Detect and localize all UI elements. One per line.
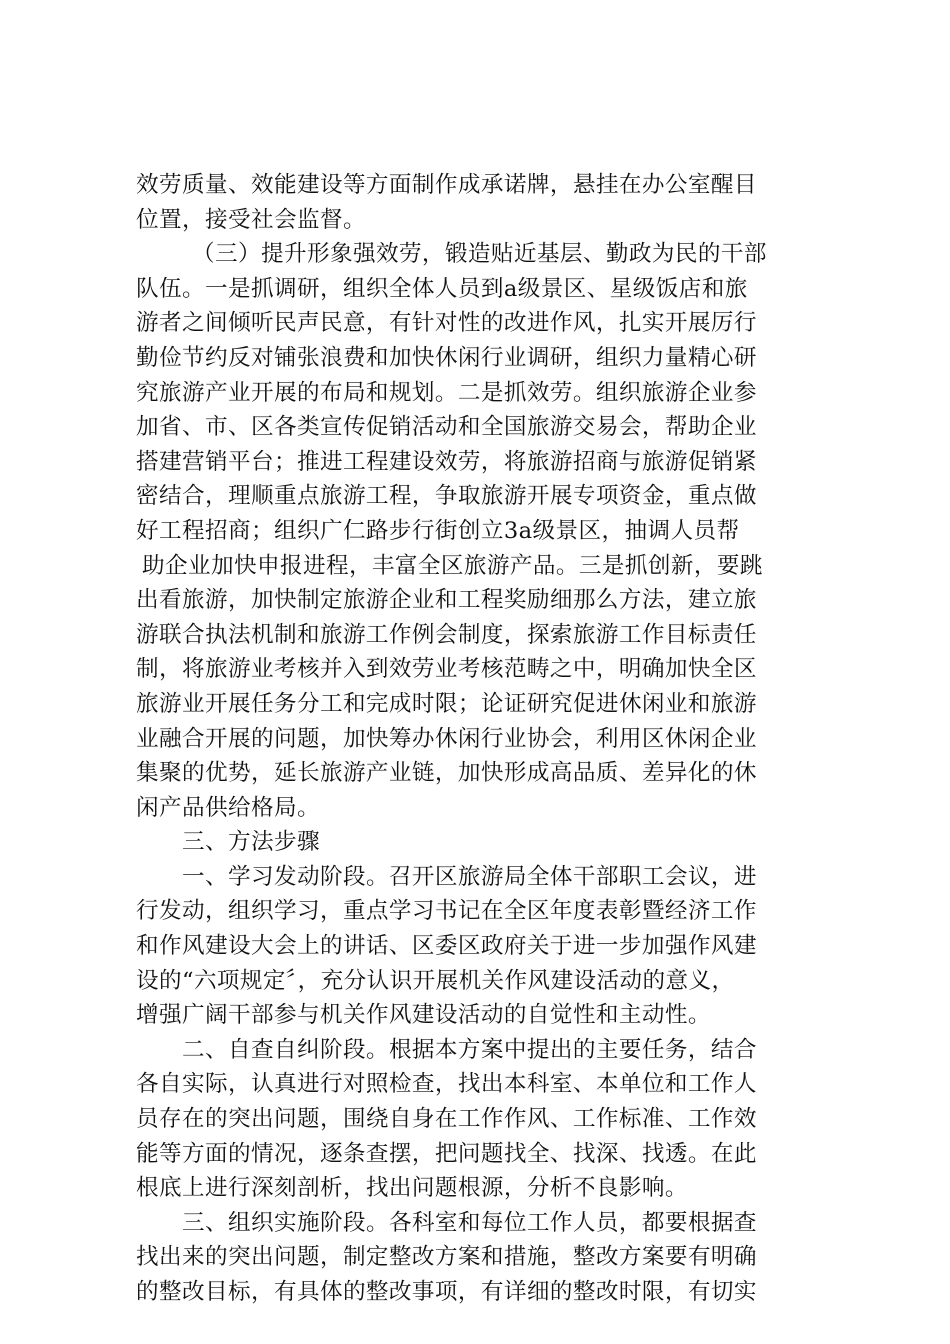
text-line: 的整改目标，有具体的整改事项，有详细的整改时限，有切实 <box>136 1279 757 1305</box>
text-line: 业融合开展的问题，加快筹办休闲行业协会，利用区休闲企业 <box>136 725 757 752</box>
text-line: 旅游业开展任务分工和完成时限；论证研究促进休闲业和旅游 <box>136 690 757 717</box>
text-line: 增强广阔干部参与机关作风建设活动的自觉性和主动性。 <box>136 1002 711 1029</box>
text-line: 能等方面的情况，逐条查摆，把问题找全、找深、找透。在此 <box>136 1140 757 1167</box>
text-line: 行发动，组织学习，重点学习书记在全区年度表彰暨经济工作 <box>136 898 757 925</box>
text-line: 效劳质量、效能建设等方面制作成承诺牌，悬挂在办公室醒目 <box>136 172 757 198</box>
text-line: 集聚的优势，延长旅游产业链，加快形成高品质、差异化的休 <box>136 760 757 787</box>
text-line: 闲产品供给格局。 <box>136 794 320 821</box>
text-line: 员存在的突出问题，围绕自身在工作作风、工作标准、工作效 <box>136 1106 757 1133</box>
text-line: 和作风建设大会上的讲话、区委区政府关于进一步加强作风建 <box>136 933 757 960</box>
text-line: 找出来的突出问题，制定整改方案和措施，整改方案要有明确 <box>136 1244 757 1271</box>
text-line: 密结合，理顺重点旅游工程，争取旅游开展专项资金，重点做 <box>136 483 757 510</box>
text-line: 制，将旅游业考核并入到效劳业考核范畴之中，明确加快全区 <box>136 656 757 683</box>
text-line: 好工程招商；组织广仁路步行街创立3a级景区，抽调人员帮 <box>136 517 740 544</box>
text-line: 究旅游产业开展的布局和规划。二是抓效劳。组织旅游企业参 <box>136 379 757 406</box>
text-line: 位置，接受社会监督。 <box>136 206 366 233</box>
text-line: 加省、市、区各类宣传促销活动和全国旅游交易会，帮助企业 <box>136 414 757 441</box>
text-line: 根底上进行深刻剖析，找出问题根源，分析不良影响。 <box>136 1175 688 1202</box>
text-line: 勤俭节约反对铺张浪费和加快休闲行业调研，组织力量精心研 <box>136 344 757 371</box>
text-line: 游者之间倾听民声民意，有针对性的改进作风，扎实开展厉行 <box>136 310 757 337</box>
section-heading: 三、方法步骤 <box>182 829 320 856</box>
text-line: 游联合执法机制和旅游工作例会制度，探索旅游工作目标责任 <box>136 621 757 648</box>
text-line: 搭建营销平台；推进工程建设效劳，将旅游招商与旅游促销紧 <box>136 448 757 475</box>
text-line: （三）提升形象强效劳，锻造贴近基层、勤政为民的干部 <box>192 241 767 268</box>
document-body <box>136 168 826 1310</box>
text-line: 助企业加快申报进程，丰富全区旅游产品。三是抓创新，要跳 <box>142 552 763 579</box>
text-line: 出看旅游，加快制定旅游企业和工程奖励细那么方法，建立旅 <box>136 587 757 614</box>
text-line: 各自实际，认真进行对照检查，找出本科室、本单位和工作人 <box>136 1071 757 1098</box>
text-line: 设的“六项规定〞，充分认识开展机关作风建设活动的意义， <box>136 967 735 994</box>
text-line: 三、组织实施阶段。各科室和每位工作人员，都要根据查 <box>182 1209 757 1236</box>
text-line: 队伍。一是抓调研，组织全体人员到a级景区、星级饭店和旅 <box>136 275 748 302</box>
text-line: 二、自查自纠阶段。根据本方案中提出的主要任务，结合 <box>182 1036 757 1063</box>
text-line: 一、学习发动阶段。召开区旅游局全体干部职工会议，进 <box>182 863 757 890</box>
